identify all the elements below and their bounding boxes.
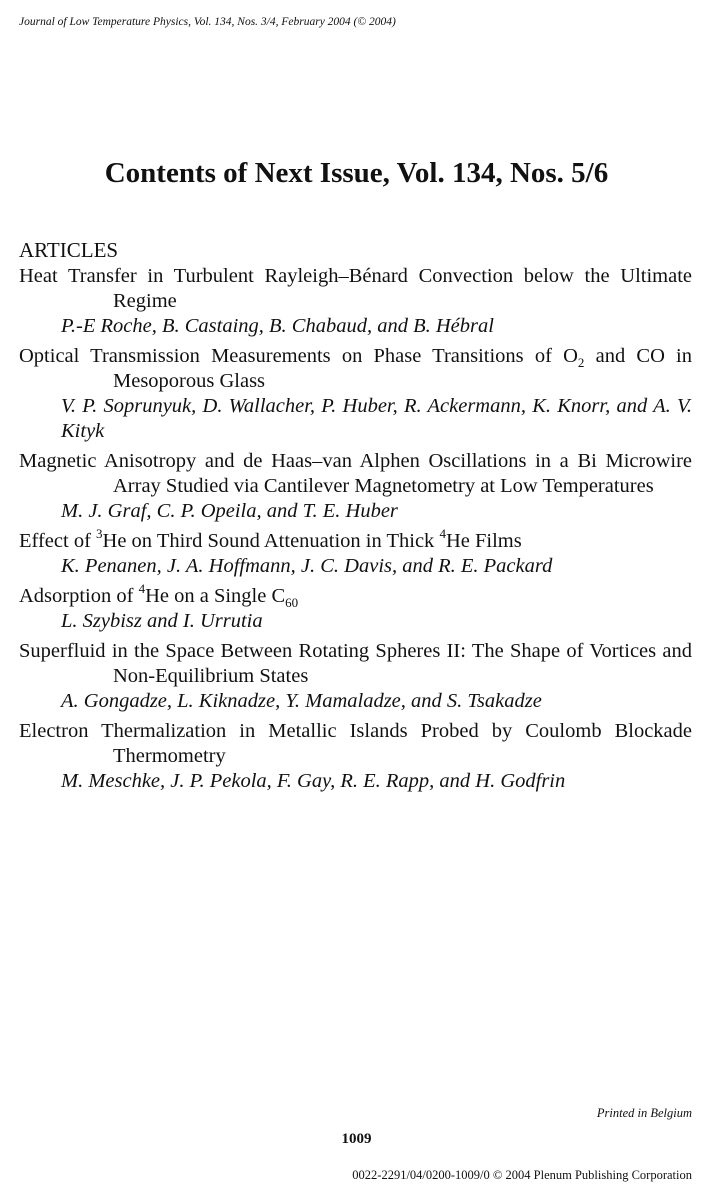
article-entry [19,344,692,444]
article-title: Superfluid in the Space Between Rotating Spheres II: The Shape of Vortices and Non-Equilibrium States [19,640,692,687]
superscript: 3 [96,526,103,541]
article-authors: M. J. Graf, C. P. Opeila, and T. E. Huber [61,500,398,522]
article-entry [19,526,692,579]
article-title: Optical Transmission Measurements on Phase Transitions of $O_2$ and CO in Mesoporous Glass [19,345,692,392]
running-head: Journal of Low Temperature Physics, Vol. 134, Nos. 3/4, February 2004 (© 2004) [19,16,396,28]
contents-list [19,264,692,799]
article-title: Effect of $^3$He on Third Sound Attenuation in Thick $^4$He Films [19,526,522,552]
article-title: Magnetic Anisotropy and de Haas–van Alphen Oscillations in a Bi Microwire Array Studied via Cantilever Magnetometry at Low Temperatures [19,450,692,497]
article-title: Adsorption of $^4$He on a Single $C_{60}$ [19,581,299,610]
article-authors: P.-E Roche, B. Castaing, B. Chabaud, and B. Hébral [61,315,494,337]
section-heading: ARTICLES [19,238,119,262]
article-authors: M. Meschke, J. P. Pekola, F. Gay, R. E. Rapp, and H. Godfrin [61,770,566,792]
article-title: Electron Thermalization in Metallic Islands Probed by Coulomb Blockade Thermometry [19,720,692,767]
article-entry [19,264,692,339]
superscript: 4 [439,526,446,541]
article-title: Heat Transfer in Turbulent Rayleigh–Bénard Convection below the Ultimate Regime [19,265,692,312]
subscript: 2 [577,355,585,370]
article-entry [19,581,692,634]
article-authors: K. Penanen, J. A. Hoffmann, J. C. Davis, and R. E. Packard [61,555,553,577]
subscript: 60 [285,595,299,610]
page-number: 1009 [341,1131,372,1147]
superscript: 4 [138,581,146,596]
article-authors: L. Szybisz and I. Urrutia [61,610,263,632]
article-entry [19,639,692,714]
article-entry [19,719,692,794]
article-entry [19,449,692,524]
footer-code: 0022-2291/04/0200-1009/0 © 2004 Plenum Publishing Corporation [352,1168,692,1182]
printed-in-note: Printed in Belgium [596,1106,692,1120]
article-authors: V. P. Soprunyuk, D. Wallacher, P. Huber, R. Ackermann, K. Knorr, and A. V. Kityk [61,395,692,442]
article-authors: A. Gongadze, L. Kiknadze, Y. Mamaladze, and S. Tsakadze [61,690,542,712]
page-title: Contents of Next Issue, Vol. 134, Nos. 5/6 [104,157,609,189]
